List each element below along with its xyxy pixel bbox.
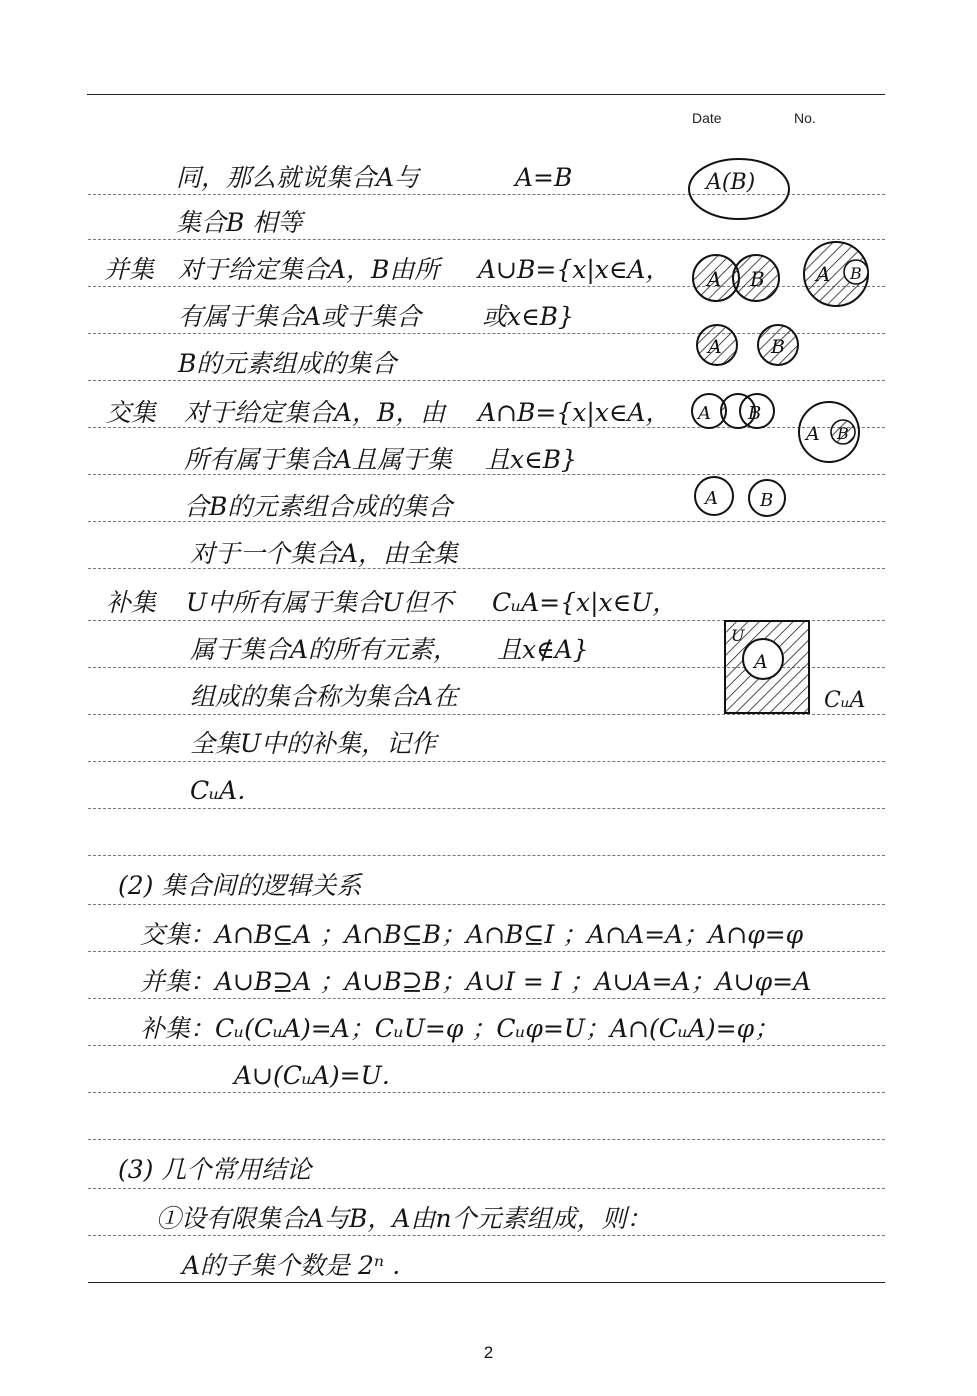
complement-def-line4: 全集U中的补集，记作 [190, 729, 437, 758]
conclusion-item1-result: A的子集个数是 2ⁿ ． [182, 1251, 417, 1280]
complement-def-line5: CᵤA． [190, 776, 263, 805]
intersection-def-line3: 合B的元素组合成的集合 [184, 492, 453, 521]
logic-intersection-line: 交集：A∩B⊆A ；A∩B⊆B；A∩B⊆I ；A∩A=A；A∩φ=φ [140, 920, 804, 949]
svg-text:A: A [707, 267, 722, 291]
intersection-term: 交集 [106, 398, 157, 427]
svg-text:B: B [750, 267, 765, 291]
equal-def-line2: 集合B 相等 [176, 208, 303, 237]
svg-text:B: B [748, 403, 762, 424]
equal-venn-circle [689, 159, 789, 219]
complement-def-line3: 组成的集合称为集合A在 [190, 682, 459, 711]
logic-heading: (2) 集合间的逻辑关系 [118, 871, 362, 900]
union-def-line3: B的元素组成的集合 [178, 349, 397, 378]
intersection-venn-overlap [692, 394, 774, 428]
complement-diagram-universe: U [731, 626, 745, 645]
equal-notation: A=B [515, 163, 573, 192]
intersection-venn-subset [799, 402, 859, 462]
date-label: Date [692, 110, 722, 126]
number-label: No. [794, 110, 816, 126]
complement-def-line0: 对于一个集合A，由全集 [190, 539, 459, 568]
union-venn-subset [804, 242, 868, 306]
logic-complement-line2: A∪(CᵤA)=U． [234, 1061, 407, 1090]
svg-text:A: A [708, 336, 722, 358]
intersection-def-line2: 所有属于集合A且属于集 [184, 445, 453, 474]
intersection-venn-disjoint [695, 477, 785, 516]
intersection-notation1: A∩B={x|x∈A， [478, 398, 671, 427]
complement-diagram-label: CᵤA [824, 688, 866, 713]
union-term: 并集 [104, 255, 155, 284]
complement-notation2: 且x∉A} [497, 635, 589, 664]
union-notation2: 或x∈B} [482, 302, 574, 331]
complement-venn [725, 621, 809, 713]
logic-union-line: 并集：A∪B⊇A ；A∪B⊇B；A∪I = I ；A∪A=A；A∪φ=A [140, 967, 812, 996]
svg-text:B: B [837, 424, 849, 443]
union-venn-overlap [693, 255, 779, 301]
svg-text:B: B [850, 264, 862, 283]
equal-diagram-label: A(B) [706, 170, 756, 195]
union-venn-disjoint [697, 325, 798, 365]
complement-notation1: CᵤA={x|x∈U， [492, 588, 678, 617]
union-def-line2: 有属于集合A或于集合 [178, 302, 422, 331]
complement-diagram-set: A [754, 651, 768, 673]
intersection-notation2: 且x∈B} [485, 445, 577, 474]
logic-complement-line: 补集：Cᵤ(CᵤA)=A；CᵤU=φ ；Cᵤφ=U；A∩(CᵤA)=φ； [140, 1014, 780, 1043]
svg-text:A: A [806, 423, 820, 445]
svg-text:B: B [760, 490, 774, 511]
equal-def-line1: 同，那么就说集合A与 [176, 163, 420, 192]
complement-def-line1: U中所有属于集合U但不 [186, 588, 454, 617]
conclusion-item1: ①设有限集合A与B，A由n个元素组成，则： [156, 1204, 652, 1233]
union-notation1: A∪B={x|x∈A， [478, 255, 671, 284]
svg-text:A: A [816, 262, 831, 286]
svg-text:A: A [705, 488, 718, 509]
intersection-def-line1: 对于给定集合A，B，由 [184, 398, 446, 427]
complement-term: 补集 [106, 588, 157, 617]
page-number: 2 [483, 1343, 494, 1362]
union-def-line1: 对于给定集合A，B由所 [178, 255, 440, 284]
svg-text:B: B [771, 336, 785, 358]
conclusions-heading: (3) 几个常用结论 [118, 1155, 312, 1184]
complement-def-line2: 属于集合A的所有元素， [190, 635, 459, 664]
svg-text:A: A [698, 403, 711, 424]
